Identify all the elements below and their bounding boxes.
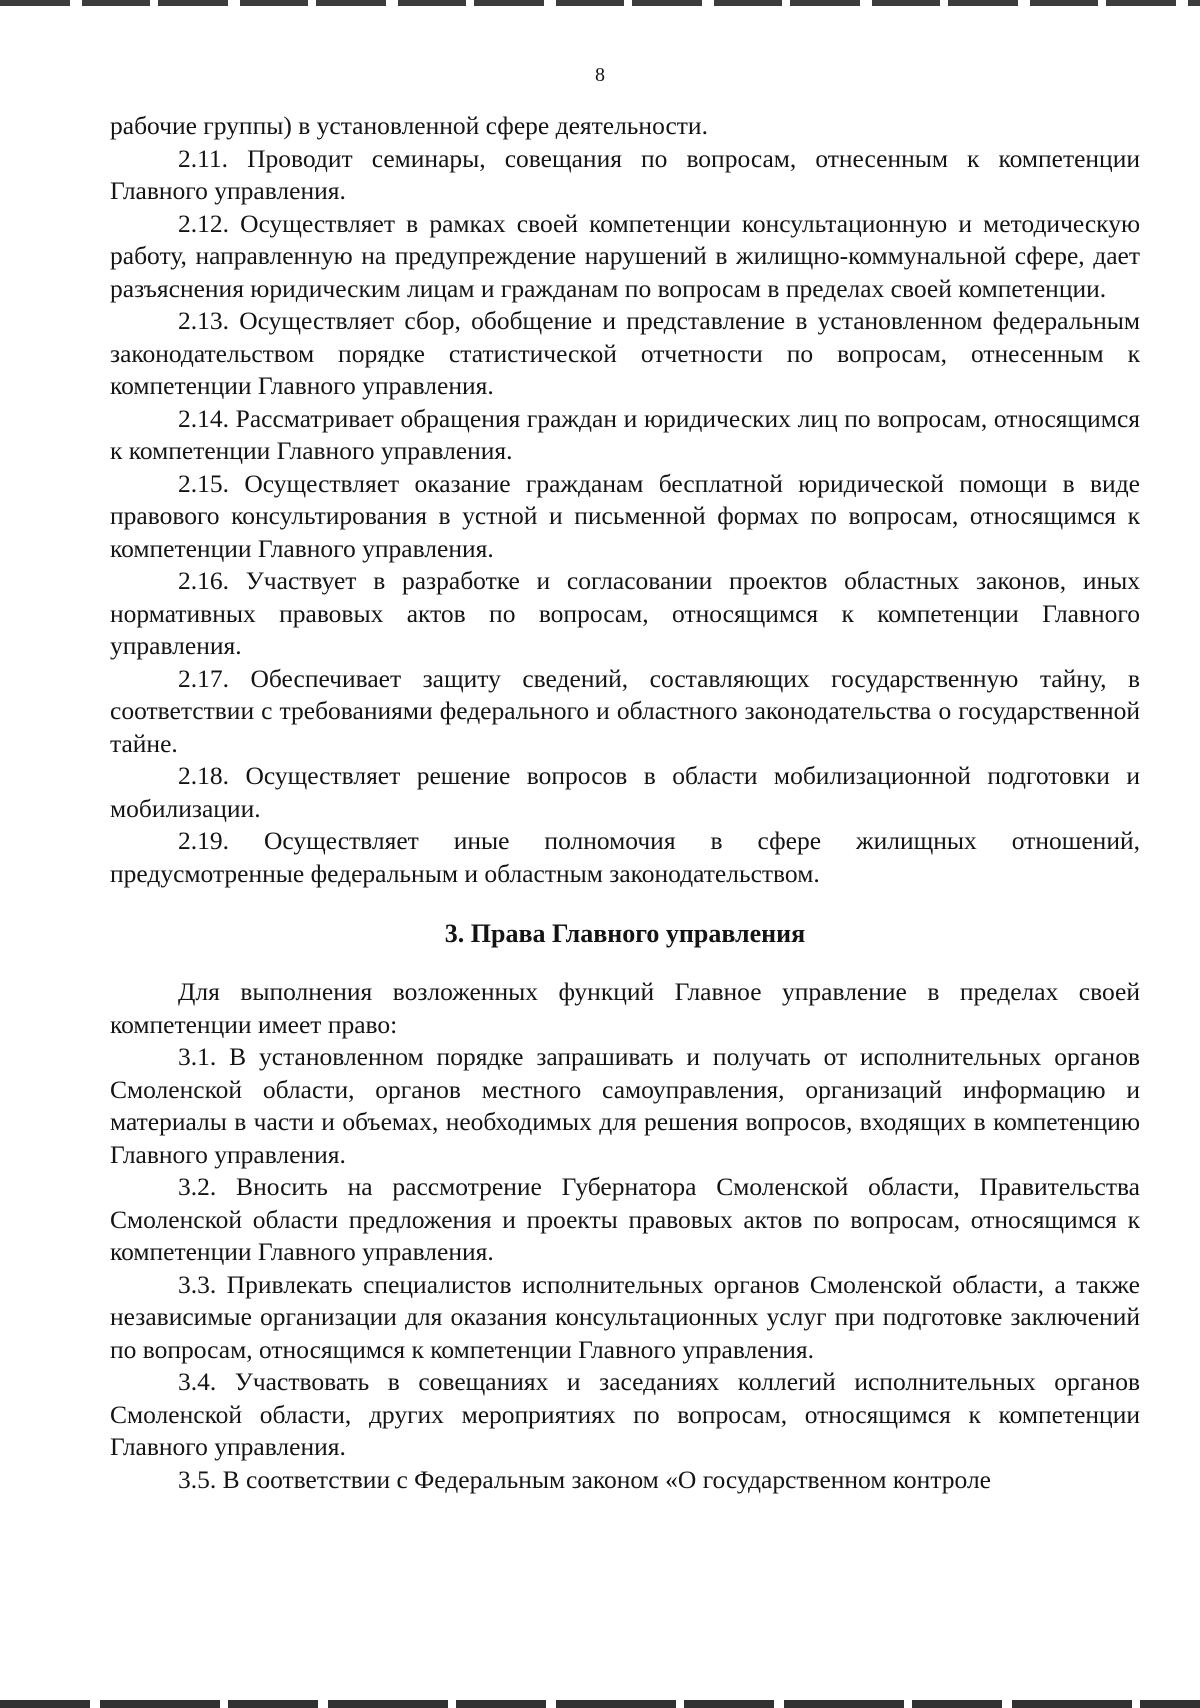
scan-edge-top xyxy=(0,0,1200,6)
paragraph-2-13: 2.13. Осуществляет сбор, обобщение и представление в установленном федеральным законодательством порядке статистической отчетности по вопросам, отнесенным к компетенции Главного управления. xyxy=(110,306,1140,400)
paragraph-2-17: 2.17. Обеспечивает защиту сведений, составляющих государственную тайну, в соответствии с требованиями федерального и областного законодательства о государственной тайне. xyxy=(110,663,1140,758)
scan-edge-bottom xyxy=(0,1700,1200,1708)
paragraph-intro: Для выполнения возложенных функций Главное управление в пределах своей компетенции имеет право: xyxy=(110,977,1140,1039)
paragraph-3-1: 3.1. В установленном порядке запрашивать и получать от исполнительных органов Смоленской области, органов местного самоуправления, организаций информацию и материалы в части и объемах, необходимых для решения вопросов, входящих в компетенцию Главного управления. xyxy=(110,1042,1140,1169)
paragraph-3-3: 3.3. Привлекать специалистов исполнительных органов Смоленской области, а также независимые организации для оказания консультационных услуг при подготовке заключений по вопросам, относящимся к компетенции Главного управления. xyxy=(110,1269,1140,1364)
paragraph-continuation: рабочие группы) в установленной сфере деятельности. xyxy=(110,111,708,140)
paragraph-3-5: 3.5. В соответствии с Федеральным законом «О государственном контроле xyxy=(178,1464,991,1494)
paragraph-2-11: 2.11. Проводит семинары, совещания по вопросам, отнесенным к компетенции Главного управления. xyxy=(110,143,1140,205)
paragraph-3-4: 3.4. Участвовать в совещаниях и заседаниях коллегий исполнительных органов Смоленской области, других мероприятиях по вопросам, относящимся к компетенции Главного управления. xyxy=(110,1367,1140,1461)
paragraph-2-14: 2.14. Рассматривает обращения граждан и юридических лиц по вопросам, относящимся к компетенции Главного управления. xyxy=(110,403,1140,465)
document-body xyxy=(110,110,1140,1496)
paragraph-2-19: 2.19. Осуществляет иные полномочия в сфере жилищных отношений, предусмотренные федеральным и областным законодательством. xyxy=(110,826,1140,888)
paragraph-2-15: 2.15. Осуществляет оказание гражданам бесплатной юридической помощи в виде правового консультирования в устной и письменной формах по вопросам, относящимся к компетенции Главного управления. xyxy=(110,468,1140,563)
page-number: 8 xyxy=(595,64,605,86)
section-heading: 3. Права Главного управления xyxy=(444,919,806,948)
paragraph-2-18: 2.18. Осуществляет решение вопросов в области мобилизационной подготовки и мобилизации. xyxy=(110,761,1140,823)
paragraph-3-2: 3.2. Вносить на рассмотрение Губернатора Смоленской области, Правительства Смоленской области предложения и проекты правовых актов по вопросам, относящимся к компетенции Главного управления. xyxy=(110,1172,1140,1266)
paragraph-2-16: 2.16. Участвует в разработке и согласовании проектов областных законов, иных нормативных правовых актов по вопросам, относящимся к компетенции Главного управления. xyxy=(110,566,1140,660)
paragraph-2-12: 2.12. Осуществляет в рамках своей компетенции консультационную и методическую работу, направленную на предупреждение нарушений в жилищно-коммунальной сфере, дает разъяснения юридическим лицам и гражданам по вопросам в пределах своей компетенции. xyxy=(110,208,1140,303)
